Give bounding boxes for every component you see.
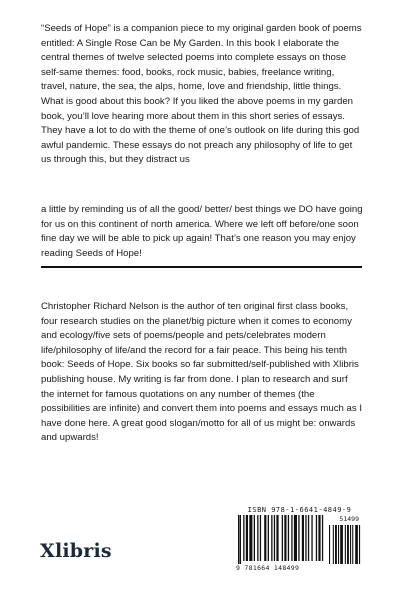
price-code: 51499 <box>339 515 359 523</box>
author-bio: Christopher Richard Nelson is the author of ten original first class books, four research studies on the planet/big picture when it comes to economy and ecology/five sets of poems/people and pets/celebrates modern life/philosophy of life/and the record for a fair peace. This being his tenth book: Seeds of Hope. Six books so far submitted/self-published with Xlibris publishing house. My writing is far from done. I plan to research and surf the internet for famous quotations on any number of themes (the possibilities are infinite) and convert them into poems and essays much as I have done here. A great good slogan/motto for all of us might be: onwards and upwards! <box>41 301 363 444</box>
barcode-bar <box>243 515 244 561</box>
barcode-addon-bar <box>347 525 349 564</box>
barcode-bar <box>291 515 292 561</box>
barcode-addon-bar <box>345 525 346 564</box>
barcode-bar <box>276 515 278 561</box>
barcode-bar <box>302 515 304 561</box>
barcode-bar <box>264 515 266 561</box>
barcode-bar <box>318 515 320 561</box>
barcode-bar <box>257 515 258 561</box>
barcode-addon-bar <box>335 525 337 564</box>
barcode-addon-bar <box>359 525 360 564</box>
barcode-addon-bar <box>338 525 339 564</box>
barcode-bar <box>240 515 241 564</box>
barcode-addon-bar <box>355 525 358 564</box>
barcode-bar <box>254 515 255 561</box>
barcode-addon-bar <box>333 525 334 564</box>
barcode-addon-bar <box>340 525 343 564</box>
blurb-paragraph-2: a little by reminding us of all the good/ better/ best things we DO have going for us on this continent of north america. Where we left off before/one soon fine day we will be able to pick up again! That’s one reason you may enjoy reading Seeds of Hope! <box>41 204 363 259</box>
barcode-bar <box>260 515 261 561</box>
barcode-bar <box>308 515 309 561</box>
section-divider <box>41 266 362 268</box>
barcode-addon-bar <box>329 525 330 564</box>
barcode-addon-bar <box>352 525 353 564</box>
barcode-digits: 9 781664 148499 <box>236 564 300 572</box>
isbn-barcode <box>236 506 363 573</box>
isbn-label: ISBN 978-1-6641-4849-9 <box>247 506 352 514</box>
barcode-bar <box>268 515 269 561</box>
barcode-bar <box>288 515 289 561</box>
barcode-bar <box>238 515 239 564</box>
barcode-addon-bar <box>350 525 351 564</box>
barcode-bar <box>311 515 312 561</box>
barcode-bar <box>284 515 286 561</box>
barcode-bar <box>246 515 248 561</box>
barcode-bar <box>316 515 317 561</box>
barcode-bar <box>322 515 323 561</box>
publisher-logo: Xlibris <box>40 540 112 562</box>
blurb-paragraph-1: “Seeds of Hope” is a companion piece to my original garden book of poems entitled: A Single Rose Can be My Garden. In this book I elaborate the central themes of twelve selected poems into complete essays on those self-same themes: food, books, rock music, babies, freelance writing, travel, nature, the sea, the alps, home, love and friendship, little things. What is good about this book? If you liked the above poems in my garden book, you’ll love hearing more about them in this short series of essays. They have a lot to do with the theme of one’s outlook on life during this god awful pandemic. These essays do not preach any philosophy of life to get us through this, but they distract us <box>41 23 362 166</box>
barcode-bar <box>305 515 306 561</box>
barcode-bar <box>282 515 283 561</box>
barcode-bar <box>249 515 252 561</box>
barcode-bar <box>271 515 272 561</box>
barcode-bar <box>274 515 275 561</box>
barcode-bar <box>298 515 299 561</box>
barcode-bar <box>294 515 297 561</box>
